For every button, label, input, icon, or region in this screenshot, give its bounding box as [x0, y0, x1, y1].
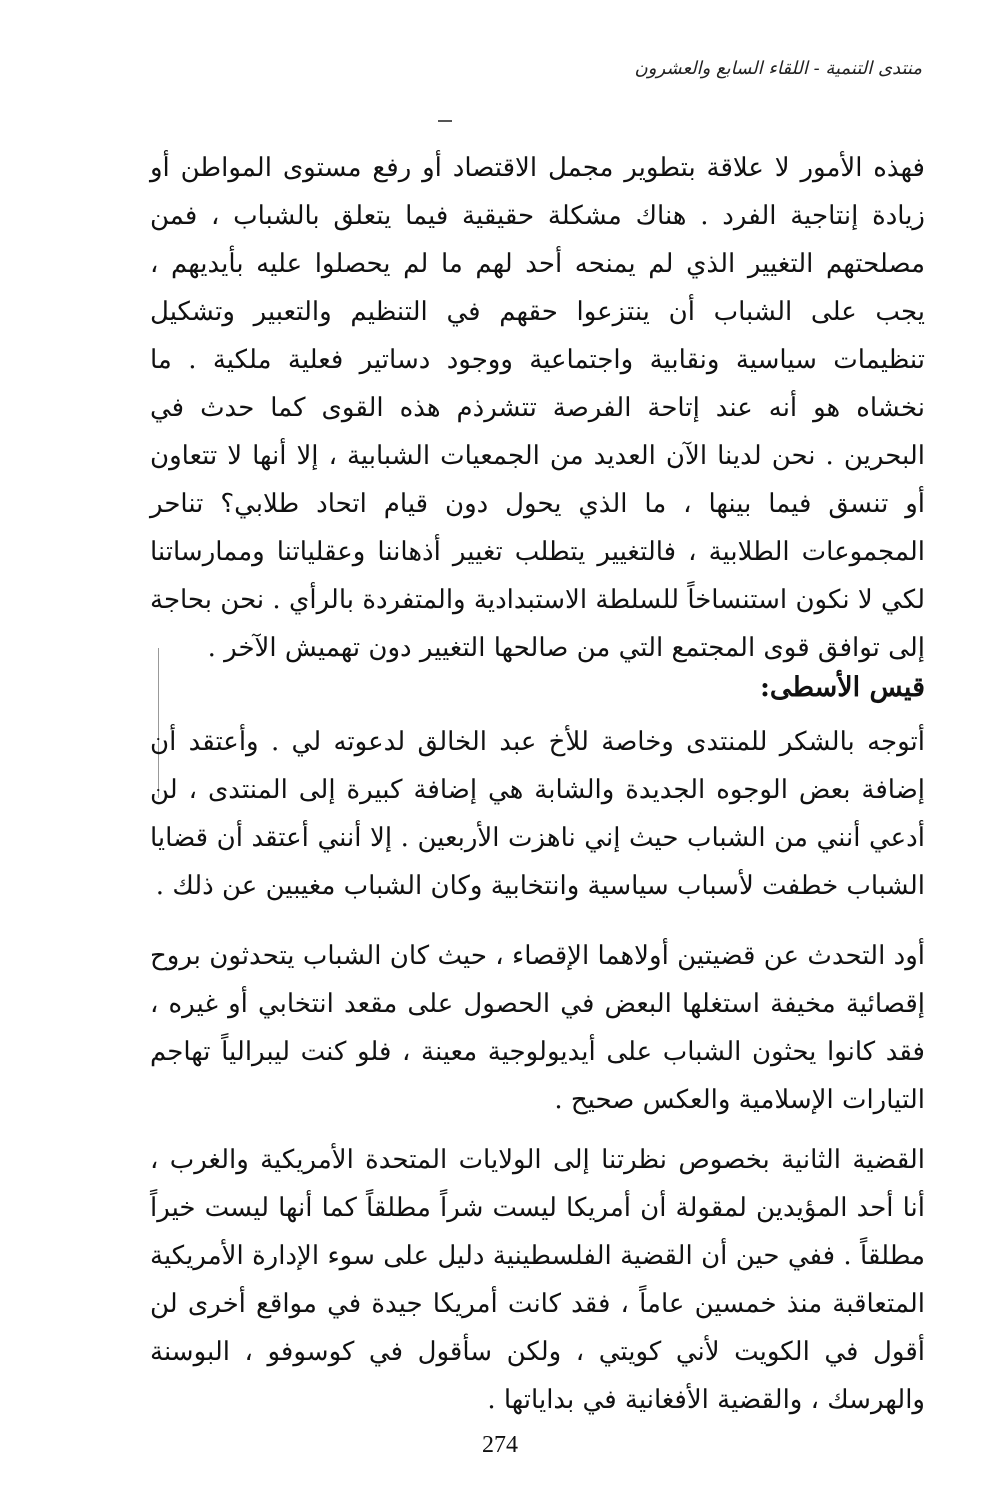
speaker-name: قيس الأسطى:	[759, 672, 925, 703]
page-number: 274	[482, 1432, 518, 1458]
paragraph: أود التحدث عن قضيتين أولاهما الإقصاء ، حيث كان الشباب يتحدثون بروح إقصائية مخيفة استغلها البعض في الحصول على مقعد انتخابي أو غيره ، فقد كانوا يحثون الشباب على أيديولوجية معينة ، فلو كنت ليبرالياً تهاجم التيارات الإسلامية والعكس صحيح .	[150, 941, 925, 1115]
running-header: منتدى التنمية - اللقاء السابع والعشرون	[634, 58, 922, 79]
paragraph: القضية الثانية بخصوص نظرتنا إلى الولايات المتحدة الأمريكية والغرب ، أنا أحد المؤيدين لمقولة أن أمريكا ليست شراً مطلقاً كما أنها ليست خيراً مطلقاً . ففي حين أن القضية الفلسطينية دليل على سوء الإدارة الأمريكية المتعاقبة منذ خمسين عاماً ، فقد كانت أمريكا جيدة في مواقع أخرى لن أقول في الكويت لأني كويتي ، ولكن سأقول في كوسوفو ، البوسنة والهرسك ، والقضية الأفغانية في بداياتها .	[150, 1145, 925, 1415]
scan-mark	[438, 120, 452, 122]
paragraph: أتوجه بالشكر للمنتدى وخاصة للأخ عبد الخالق لدعوته لي . وأعتقد أن إضافة بعض الوجوه الجديدة والشابة هي إضافة كبيرة إلى المنتدى ، لن أدعي أنني من الشباب حيث إني ناهزت الأربعين . إلا أنني أعتقد أن قضايا الشباب خطفت لأسباب سياسية وانتخابية وكان الشباب مغيبين عن ذلك .	[150, 727, 925, 901]
paragraph: فهذه الأمور لا علاقة بتطوير مجمل الاقتصاد أو رفع مستوى المواطن أو زيادة إنتاجية الفرد . هناك مشكلة حقيقية فيما يتعلق بالشباب ، فمن مصلحتهم التغيير الذي لم يمنحه أحد لهم ما لم يحصلوا عليه بأيديهم ، يجب على الشباب أن ينتزعوا حقهم في التنظيم والتعبير وتشكيل تنظيمات سياسية ونقابية واجتماعية ووجود دساتير فعلية ملكية . ما نخشاه هو أنه عند إتاحة الفرصة تتشرذم هذه القوى كما حدث في البحرين . نحن لدينا الآن العديد من الجمعيات الشبابية ، إلا أنها لا تتعاون أو تنسق فيما بينها ، ما الذي يحول دون قيام اتحاد طلابي؟ تناحر المجموعات الطلابية ، فالتغيير يتطلب تغيير أذهاننا وعقلياتنا وممارساتنا لكي لا نكون استنساخاً للسلطة الاستبدادية والمتفردة بالرأي . نحن بحاجة إلى توافق قوى المجتمع التي من صالحها التغيير دون تهميش الآخر .	[150, 153, 925, 663]
